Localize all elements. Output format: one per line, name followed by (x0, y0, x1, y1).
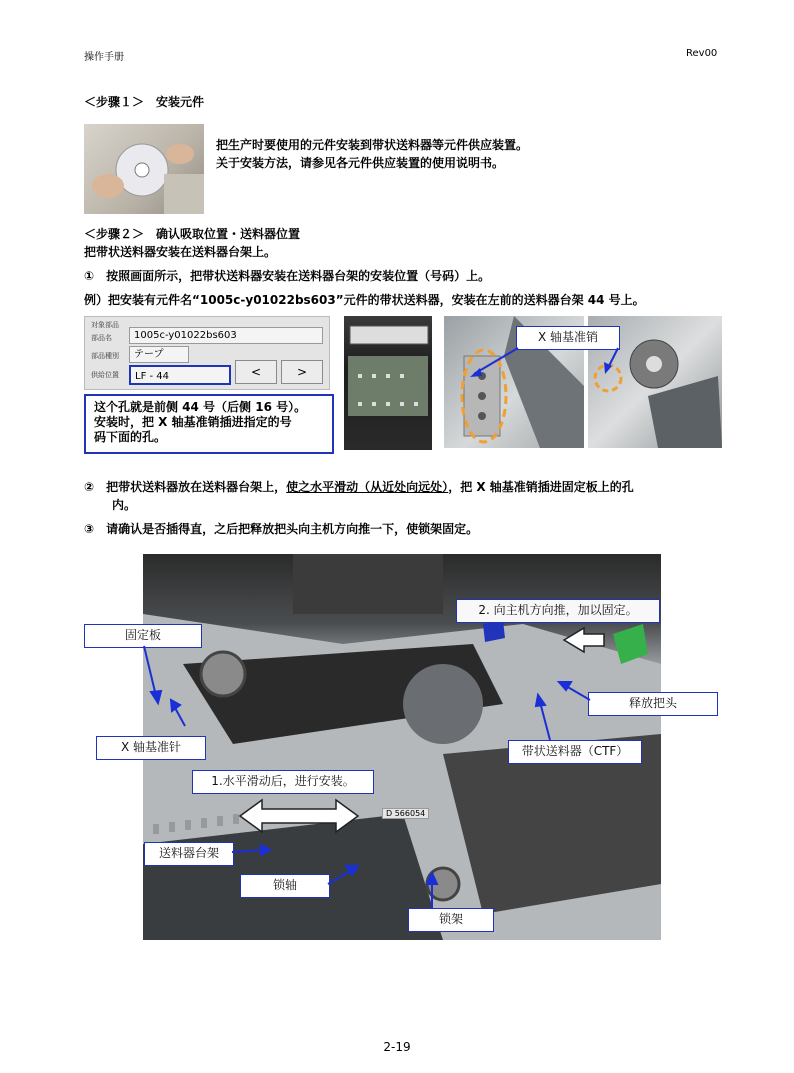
label-ctf: 带状送料器（CTF） (508, 740, 642, 764)
label-fixplate: 固定板 (84, 624, 202, 648)
item2-b: ，把 X 轴基准销插进固定板上的孔 (448, 480, 634, 494)
header-left: 操作手册 (84, 52, 124, 63)
item2-underlined: 使之水平滑动（从近处向远处） (286, 480, 449, 494)
item2-line2: 内。 (112, 498, 137, 512)
hole-note-line-3: 码下面的孔。 (94, 430, 167, 444)
item3: ③ 请确认是否插得直，之后把释放把头向主机方向推一下，使锁架固定。 (84, 522, 479, 536)
ui-label-target: 対象部品 (91, 321, 119, 329)
label-lockaxis: 锁轴 (240, 874, 330, 898)
label-xpin: X 轴基准针 (96, 736, 206, 760)
part-name-field: 1005c-y01022bs603 (129, 327, 323, 344)
step2-example: 例）把安装有元件名“1005c-y01022bs603”元件的带状送料器，安装在左前的送料器台架 44 号上。 (84, 293, 645, 307)
hole-note-line-1: 这个孔就是前侧 44 号（后侧 16 号）。 (94, 400, 307, 414)
label-stage: 送料器台架 (144, 842, 234, 866)
pin-label: X 轴基准销 (516, 326, 620, 350)
label-push: 2. 向主机方向推，加以固定。 (456, 599, 660, 623)
ui-label-parttype: 部品種別 (91, 352, 119, 360)
part-type-field: テープ (129, 346, 189, 363)
step1-title: ＜步骤１＞ 安装元件 (84, 95, 205, 109)
next-button[interactable]: > (281, 360, 323, 384)
step1-line-1: 把生产时要使用的元件安装到带状送料器等元件供应装置。 (216, 138, 529, 152)
label-release: 释放把头 (588, 692, 718, 716)
ui-label-partname: 部品名 (91, 334, 112, 342)
step2-item1: ① 按照画面所示，把带状送料器安装在送料器台架的安装位置（号码）上。 (84, 269, 491, 283)
step2-title: ＜步骤２＞ 确认吸取位置・送料器位置 (84, 227, 301, 241)
header-right: Rev00 (686, 48, 718, 59)
serial-tag: D 566054 (382, 808, 429, 819)
ui-label-position: 供給位置 (91, 371, 119, 379)
prev-button[interactable]: < (235, 360, 277, 384)
step2-intro: 把带状送料器安装在送料器台架上。 (84, 245, 277, 259)
label-lockframe: 锁架 (408, 908, 494, 932)
page-number: 2-19 (383, 1040, 411, 1054)
label-slide: 1.水平滑动后，进行安装。 (192, 770, 374, 794)
step1-line-2: 关于安装方法，请参见各元件供应装置的使用说明书。 (216, 156, 505, 170)
item2-a: ② 把带状送料器放在送料器台架上， (84, 480, 287, 494)
position-field: LF - 44 (129, 365, 231, 385)
hole-note-line-2: 安装时，把 X 轴基准销插进指定的号 (94, 415, 292, 429)
